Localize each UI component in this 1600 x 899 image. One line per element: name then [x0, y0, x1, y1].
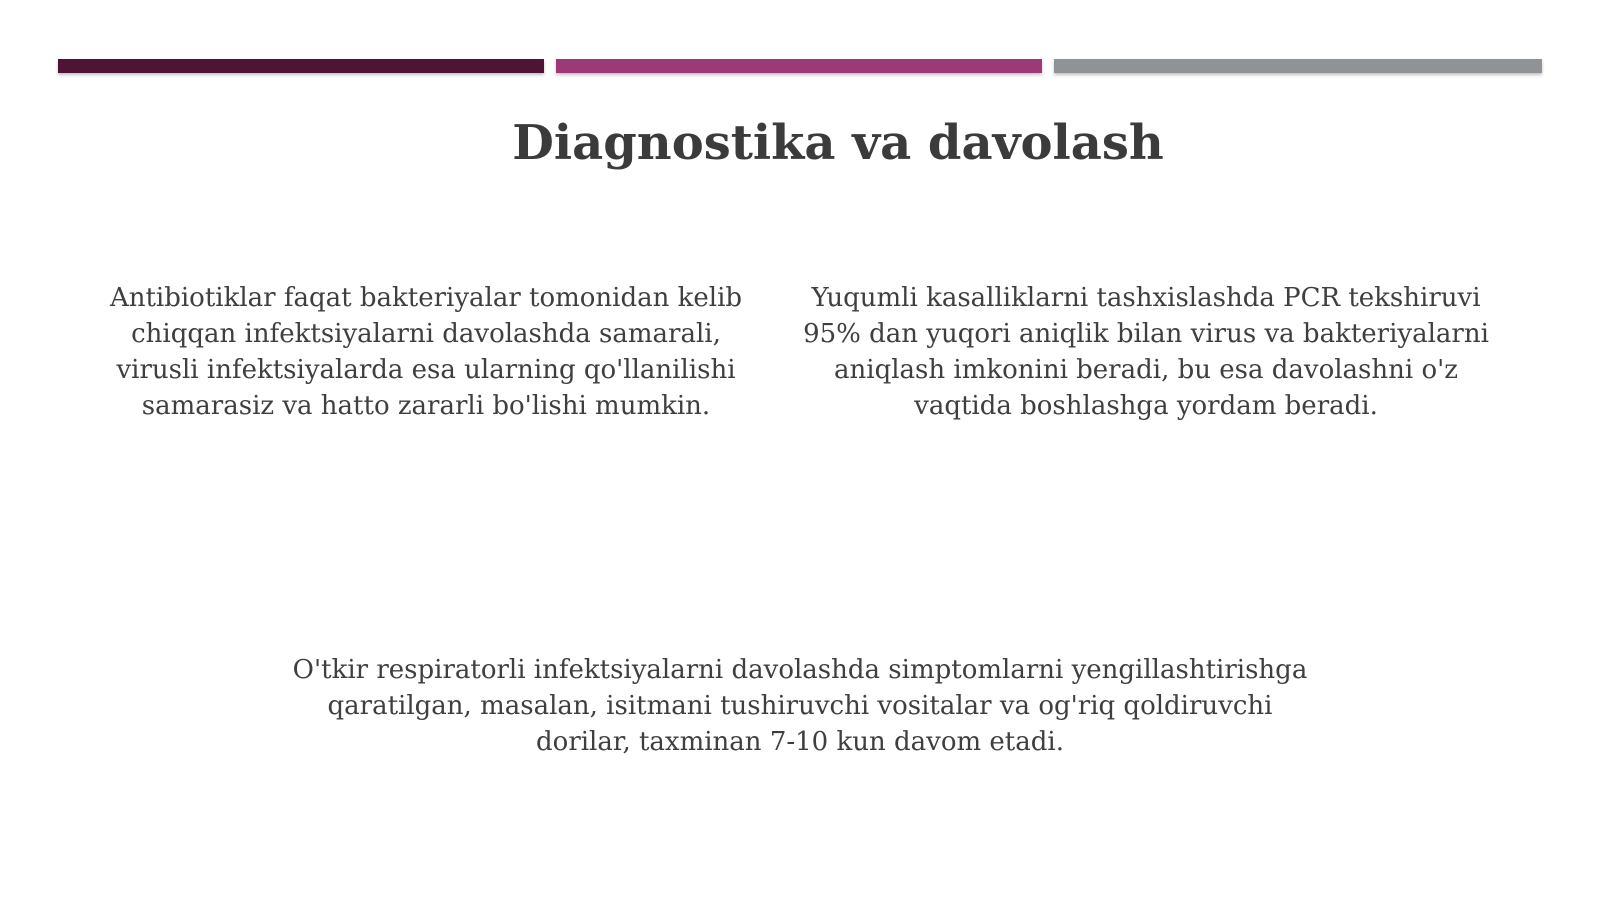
- paragraph-antibiotics: Antibiotiklar faqat bakteriyalar tomonidan kelib chiqqan infektsiyalarni davolashda samarali, virusli infektsiyalarda esa ularning qo'llanilishi samarasiz va hatto zararli bo'lishi mumkin.: [109, 283, 743, 421]
- paragraph-pcr-diagnostics: Yuqumli kasalliklarni tashxislashda PCR tekshiruvi 95% dan yuqori aniqlik bilan virus va bakteriyalarni aniqlash imkonini beradi, bu esa davolashni o'z vaqtida boshlashga yordam beradi.: [803, 283, 1489, 421]
- accent-bar-magenta: [556, 59, 1042, 73]
- slide-title: Diagnostika va davolash: [512, 115, 1164, 171]
- accent-bar-dark: [58, 59, 544, 73]
- paragraph-respiratory-treatment: O'tkir respiratorli infektsiyalarni davolashda simptomlarni yengillashtirishga qaratilgan, masalan, isitmani tushiruvchi vositalar va og'riq qoldiruvchi dorilar, taxminan 7-10 kun davom etadi.: [292, 655, 1308, 757]
- accent-bar-gray: [1054, 59, 1542, 73]
